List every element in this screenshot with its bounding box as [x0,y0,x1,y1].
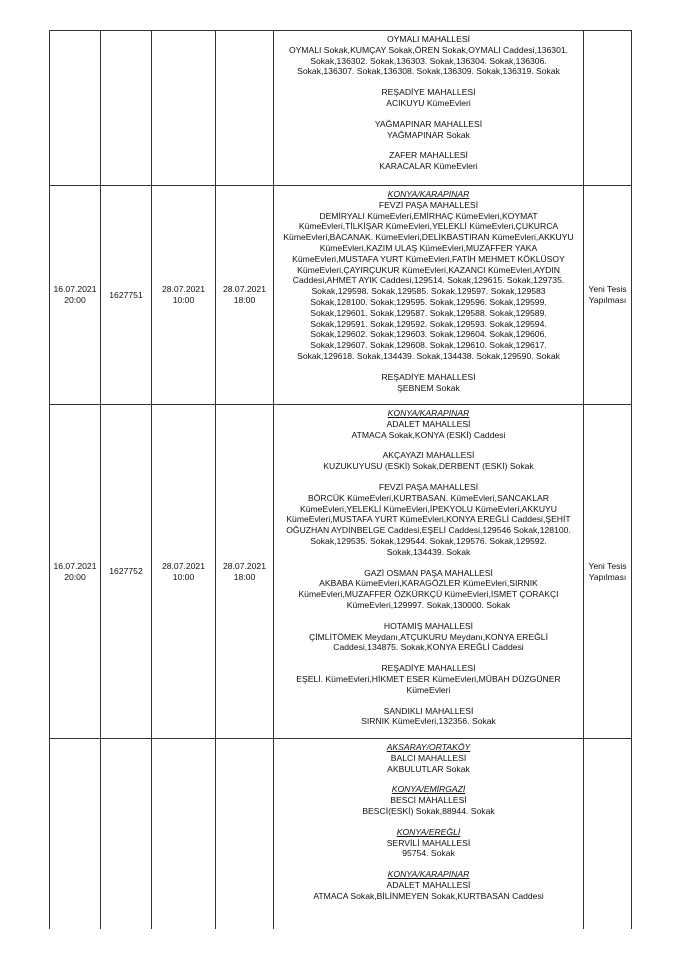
end-date-cell: 28.07.2021 18:00 [216,405,274,739]
location-block [276,372,581,394]
reason-cell: Yeni Tesis Yapılması [584,405,632,739]
begin-date-cell: 28.07.2021 10:00 [152,405,216,739]
neighborhood-name: OYMALI MAHALLESİ [386,34,471,44]
locations-cell [274,186,584,405]
end-date-cell [216,31,274,186]
location-block [276,87,581,109]
province-district-label: AKSARAY/ORTAKÖY [386,742,471,752]
locations-cell [274,739,584,929]
neighborhood-name: REŞADİYE MAHALLESİ [381,87,476,98]
province-district-label: KONYA/EMİRGAZİ [391,784,466,795]
locations-cell [274,31,584,186]
end-date-cell [216,739,274,929]
location-block [276,189,581,362]
neighborhood-name: YAĞMAPINAR MAHALLESİ [374,118,483,129]
location-block [276,784,581,816]
street-list: OYMALI Sokak,KUMÇAY Sokak,ÖREN Sokak,OYMALI Caddesi,136301. Sokak,136302. Sokak,136303. Sokak,136304. Sokak,136306. Sokak,136307. Sokak,136308. Sokak,136309. Sokak,136319. Sokak [288,44,569,77]
location-block [276,450,581,472]
neighborhood-name: SANDIKLI MAHALLESİ [383,705,474,716]
location-block [276,34,581,77]
street-list: DEMİRYALI KümeEvleri,EMİRHAÇ KümeEvleri,KOYMAT KümeEvleri,TİLKİŞAR KümeEvleri,YELEKLİ KümeEvleri,ÇUKURCA KümeEvleri,BACANAK. KümeEvleri,DELİKBASTIRAN KümeEvleri,AKKUYU KümeEvleri,KAZIM ULAŞ KümeEvleri,MUZAFFER YAKA KümeEvleri,MUSTAFA YURT KümeEvleri,FATİH MEHMET KÖKLÜSOY KümeEvleri,ÇAYIRÇUKUR KümeEvleri,KAZANCI KümeEvleri,AYDIN Caddesi,AHMET AYIK Caddesi,129514. Sokak,129615. Sokak,129735. Sokak,129598. Sokak,129585. Sokak,129597. Sokak,129583 Sokak,128100. Sokak,129595. Sokak,129596. Sokak,129599. Sokak,129601. Sokak,129587. Sokak,129588. Sokak,129589. Sokak,129591. Sokak,129592. Sokak,129593. Sokak,129594. Sokak,129602. Sokak,129603. Sokak,129604. Sokak,129606. Sokak,129607. Sokak,129608. Sokak,129610. Sokak,129617. Sokak,129618. Sokak,134439. Sokak,134438. Sokak,129590. Sokak [283,210,574,361]
locations-cell [274,405,584,739]
location-block [276,706,581,728]
location-block [276,663,581,695]
street-list: SIRNIK KümeEvleri,132356. Sokak [361,716,496,727]
location-block [276,119,581,141]
province-district-label: KONYA/KARAPINAR [387,189,470,199]
province-district-label: KONYA/EREĞLİ [396,826,461,837]
neighborhood-name: ADALET MAHALLESİ [386,418,471,429]
table-row [50,186,632,405]
outage-number-cell: 1627752 [101,405,152,739]
outage-start-cell: 16.07.2021 20:00 [50,405,101,739]
street-list: AKBULUTLAR Sokak [387,763,470,774]
location-block [276,827,581,859]
begin-date-cell [152,31,216,186]
street-list: KUZUKUYUSU (ESKİ) Sokak,DERBENT (ESKİ) Sokak [323,461,534,472]
street-list: ÇİMLİTÖMEK Meydanı,ATÇUKURU Meydanı,KONYA EREĞLİ Caddesi,134875. Sokak,KONYA EREĞLİ Caddesi [309,631,548,653]
end-date-cell: 28.07.2021 18:00 [216,186,274,405]
outage-start-cell [50,31,101,186]
street-list: BÖRCÜK KümeEvleri,KURTBASAN. KümeEvleri,SANCAKLAR KümeEvleri,YELEKLİ KümeEvleri,İPEKYOLU KümeEvleri,AKKUYU KümeEvleri,MUSTAFA YURT KümeEvleri,KONYA EREĞLİ Caddesi,ŞEHİT OĞUZHAN AYDINBELGE Caddesi,EŞELİ Caddesi,129546 Sokak,128100. Sokak,129535. Sokak,129544. Sokak,129576. Sokak,129592. Sokak,134439. Sokak [286,492,571,557]
neighborhood-name: GAZİ OSMAN PAŞA MAHALLESİ [364,567,493,578]
street-list: ATMACA Sokak,KONYA (ESKİ) Caddesi [351,429,506,440]
neighborhood-name: REŞADİYE MAHALLESİ [381,663,476,674]
location-block [276,408,581,440]
reason-cell [584,739,632,929]
neighborhood-name: FEVZİ PAŞA MAHALLESİ [378,199,479,210]
begin-date-cell: 28.07.2021 10:00 [152,186,216,405]
province-district-label: KONYA/KARAPINAR [387,869,470,880]
neighborhood-name: BALCI MAHALLESİ [390,752,467,763]
neighborhood-name: ADALET MAHALLESİ [386,879,471,890]
location-block [276,621,581,653]
outage-table [49,30,632,929]
street-list: 95754. Sokak [402,848,455,859]
street-list: ATMACA Sokak,BİLİNMEYEN Sokak,KURTBASAN Caddesi [313,890,544,901]
table-row [50,31,632,186]
table-row [50,405,632,739]
begin-date-cell [152,739,216,929]
street-list: YAĞMAPINAR Sokak [387,129,470,140]
table-row [50,739,632,929]
location-block [276,742,581,774]
neighborhood-name: AKÇAYAZI MAHALLESİ [382,450,475,461]
neighborhood-name: REŞADİYE MAHALLESİ [381,371,476,382]
street-list: KARACALAR KümeEvleri [379,161,478,172]
street-list: ŞEBNEM Sokak [397,382,460,393]
location-block [276,482,581,558]
outage-start-cell [50,739,101,929]
location-block [276,150,581,172]
outage-number-cell [101,739,152,929]
neighborhood-name: FEVZİ PAŞA MAHALLESİ [378,481,479,492]
reason-cell: Yeni Tesis Yapılması [584,186,632,405]
street-list: AKBABA KümeEvleri,KARAGÖZLER KümeEvleri,SIRNIK KümeEvleri,MUZAFFER ÖZKÜRKÇÜ KümeEvleri,İSMET ÇORAKÇI KümeEvleri,129997. Sokak,130000. Sokak [298,578,559,610]
neighborhood-name: HOTAMIŞ MAHALLESİ [383,620,474,631]
street-list: EŞELİ. KümeEvleri,HİKMET ESER KümeEvleri,MÜBAH DÜZGÜNER KümeEvleri [296,673,561,695]
location-block [276,568,581,611]
reason-cell [584,31,632,186]
outage-start-cell: 16.07.2021 20:00 [50,186,101,405]
street-list: BESCİ(ESKİ) Sokak,88944. Sokak [362,805,495,816]
neighborhood-name: BESCİ MAHALLESİ [390,795,467,806]
location-block [276,869,581,901]
province-district-label: KONYA/KARAPINAR [387,408,470,418]
outage-number-cell [101,31,152,186]
neighborhood-name: ZAFER MAHALLESİ [389,150,468,161]
outage-number-cell: 1627751 [101,186,152,405]
neighborhood-name: SERVİLİ MAHALLESİ [386,837,471,848]
street-list: ACIKUYU KümeEvleri [386,97,471,108]
